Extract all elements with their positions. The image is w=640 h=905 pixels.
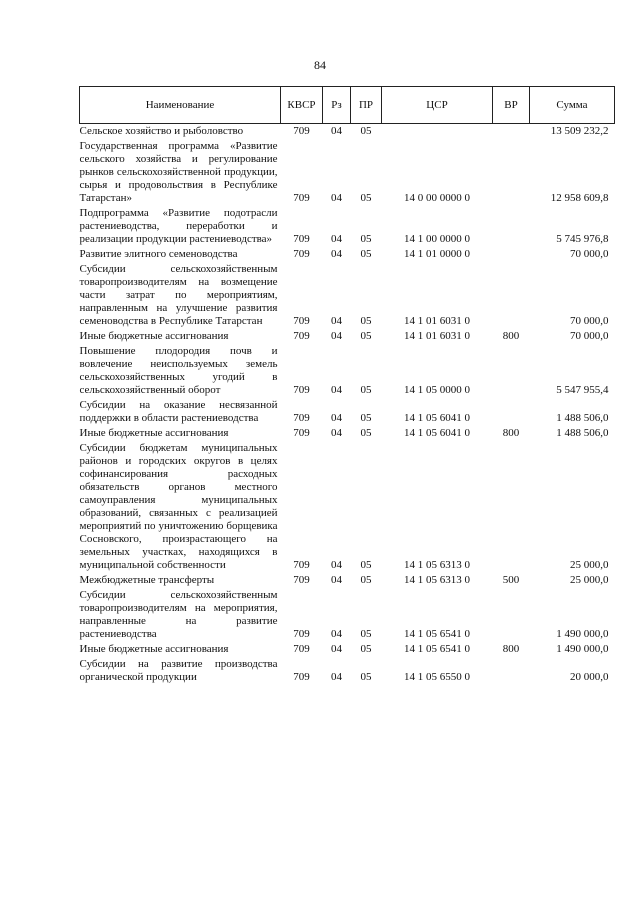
header-kvsr: КВСР <box>281 87 323 124</box>
row-rz: 04 <box>331 628 342 640</box>
header-rz: Рз <box>323 87 351 124</box>
row-kvsr: 709 <box>293 192 310 204</box>
row-sum: 1 490 000,0 <box>556 643 609 655</box>
row-vr <box>493 442 530 574</box>
page-number: 84 <box>314 58 326 72</box>
row-kvsr: 709 <box>293 412 310 424</box>
row-pr: 05 <box>360 628 372 640</box>
row-sum: 1 488 506,0 <box>556 412 609 424</box>
row-csr: 14 1 01 0000 0 <box>404 248 470 260</box>
row-kvsr: 709 <box>293 628 310 640</box>
row-name: Субсидии сельскохозяйственным товаропроизводителям на возмещение части затрат по мероприятиям, направленным на улучшение развития семеноводства в Республике Татарстан <box>79 263 278 327</box>
row-vr <box>493 248 530 263</box>
row-rz: 04 <box>331 427 342 439</box>
row-csr: 14 0 00 0000 0 <box>404 192 470 204</box>
row-name: Субсидии бюджетам муниципальных районов и городских округов в целях софинансирования расходных обязательств органов местного самоуправления муниципальных образований, связанных с реализацией мероприятий по уничтожению борщевика Сосновского, произрастающего на земельных участках, находящихся в муниципальной собственности <box>79 442 278 571</box>
row-name: Субсидии на оказание несвязанной поддержки в области растениеводства <box>79 399 278 424</box>
table-row <box>80 330 615 345</box>
row-vr <box>493 399 530 427</box>
row-rz: 04 <box>331 330 342 342</box>
table-row <box>80 442 615 574</box>
row-csr: 14 1 05 6541 0 <box>404 643 470 655</box>
row-vr <box>493 124 530 141</box>
row-kvsr: 709 <box>293 643 310 655</box>
row-name: Подпрограмма «Развитие подотрасли растениеводства, переработки и реализации продукции растениеводства» <box>79 207 278 245</box>
row-vr <box>493 263 530 330</box>
row-csr: 14 1 05 6313 0 <box>404 574 470 586</box>
header-pr: ПР <box>351 87 382 124</box>
row-sum: 70 000,0 <box>570 248 609 260</box>
row-kvsr: 709 <box>293 427 310 439</box>
row-csr: 14 1 05 6041 0 <box>404 412 470 424</box>
table-row <box>80 248 615 263</box>
row-rz: 04 <box>331 643 342 655</box>
row-vr <box>493 140 530 207</box>
table-row <box>80 124 615 141</box>
row-rz: 04 <box>331 233 342 245</box>
row-vr: 500 <box>502 574 520 586</box>
row-csr: 14 1 05 6313 0 <box>404 559 470 571</box>
row-kvsr: 709 <box>293 559 310 571</box>
row-pr: 05 <box>360 384 372 396</box>
row-sum: 1 488 506,0 <box>556 427 609 439</box>
table-row <box>80 658 615 686</box>
row-pr: 05 <box>360 248 372 260</box>
row-pr: 05 <box>360 233 372 245</box>
row-name: Развитие элитного семеноводства <box>79 248 238 260</box>
table-row <box>80 643 615 658</box>
table-row <box>80 140 615 207</box>
row-name: Иные бюджетные ассигнования <box>79 427 229 439</box>
row-kvsr: 709 <box>293 233 310 245</box>
row-vr <box>493 589 530 643</box>
row-vr <box>493 345 530 399</box>
row-rz: 04 <box>331 412 342 424</box>
table-header <box>80 87 615 124</box>
row-csr: 14 1 05 6041 0 <box>404 427 470 439</box>
table-row <box>80 345 615 399</box>
row-pr: 05 <box>360 412 372 424</box>
table-row <box>80 263 615 330</box>
row-sum: 5 745 976,8 <box>556 233 609 245</box>
row-csr: 14 1 01 6031 0 <box>404 315 470 327</box>
row-kvsr: 709 <box>293 315 310 327</box>
row-kvsr: 709 <box>293 671 310 683</box>
row-pr: 05 <box>360 559 372 571</box>
row-pr: 05 <box>360 315 372 327</box>
row-name: Государственная программа «Развитие сельского хозяйства и регулирование рынков сельскохозяйственной продукции, сырья и продовольствия в Республике Татарстан» <box>79 140 278 204</box>
header-csr: ЦСР <box>382 87 493 124</box>
row-name: Иные бюджетные ассигнования <box>79 643 229 655</box>
row-rz: 04 <box>331 315 342 327</box>
row-csr: 14 1 05 6550 0 <box>404 671 470 683</box>
row-pr: 05 <box>360 427 372 439</box>
table-row <box>80 207 615 248</box>
row-csr: 14 1 01 6031 0 <box>404 330 470 342</box>
row-sum: 1 490 000,0 <box>556 628 609 640</box>
row-sum: 25 000,0 <box>570 559 609 571</box>
row-name: Межбюджетные трансферты <box>79 574 215 586</box>
row-rz: 04 <box>331 559 342 571</box>
budget-table <box>79 86 615 686</box>
row-kvsr: 709 <box>293 330 310 342</box>
row-rz: 04 <box>331 384 342 396</box>
row-rz: 04 <box>331 248 342 260</box>
row-pr: 05 <box>360 574 372 586</box>
row-name: Сельское хозяйство и рыболовство <box>79 125 244 137</box>
row-kvsr: 709 <box>293 125 310 137</box>
row-rz: 04 <box>331 125 342 137</box>
table-row <box>80 427 615 442</box>
row-kvsr: 709 <box>293 384 310 396</box>
row-pr: 05 <box>360 192 372 204</box>
row-vr: 800 <box>502 427 520 439</box>
row-sum: 12 958 609,8 <box>550 192 609 204</box>
row-name: Субсидии на развитие производства органической продукции <box>79 658 278 683</box>
row-vr <box>493 207 530 248</box>
row-rz: 04 <box>331 574 342 586</box>
row-kvsr: 709 <box>293 574 310 586</box>
row-sum: 13 509 232,2 <box>550 125 609 137</box>
row-pr: 05 <box>360 643 372 655</box>
row-sum: 25 000,0 <box>570 574 609 586</box>
row-name: Иные бюджетные ассигнования <box>79 330 229 342</box>
row-csr: 14 1 00 0000 0 <box>404 233 470 245</box>
table-row <box>80 399 615 427</box>
row-csr: 14 1 05 6541 0 <box>404 628 470 640</box>
row-name: Повышение плодородия почв и вовлечение неиспользуемых земель сельскохозяйственных угодий в сельскохозяйственный оборот <box>79 345 278 396</box>
row-csr <box>382 124 493 141</box>
header-sum: Сумма <box>530 87 615 124</box>
row-rz: 04 <box>331 671 342 683</box>
table-body <box>80 124 615 687</box>
row-kvsr: 709 <box>293 248 310 260</box>
row-vr: 800 <box>502 330 520 342</box>
row-vr <box>493 658 530 686</box>
table-row <box>80 574 615 589</box>
row-pr: 05 <box>360 125 372 137</box>
row-csr: 14 1 05 0000 0 <box>404 384 470 396</box>
row-pr: 05 <box>360 671 372 683</box>
row-name: Субсидии сельскохозяйственным товаропроизводителям на мероприятия, направленные на развитие растениеводства <box>79 589 278 640</box>
header-name: Наименование <box>80 87 281 124</box>
table-row <box>80 589 615 643</box>
row-rz: 04 <box>331 192 342 204</box>
row-sum: 5 547 955,4 <box>556 384 609 396</box>
row-sum: 70 000,0 <box>570 315 609 327</box>
header-vr: ВР <box>493 87 530 124</box>
row-sum: 70 000,0 <box>570 330 609 342</box>
row-vr: 800 <box>502 643 520 655</box>
row-sum: 20 000,0 <box>570 671 609 683</box>
row-pr: 05 <box>360 330 372 342</box>
